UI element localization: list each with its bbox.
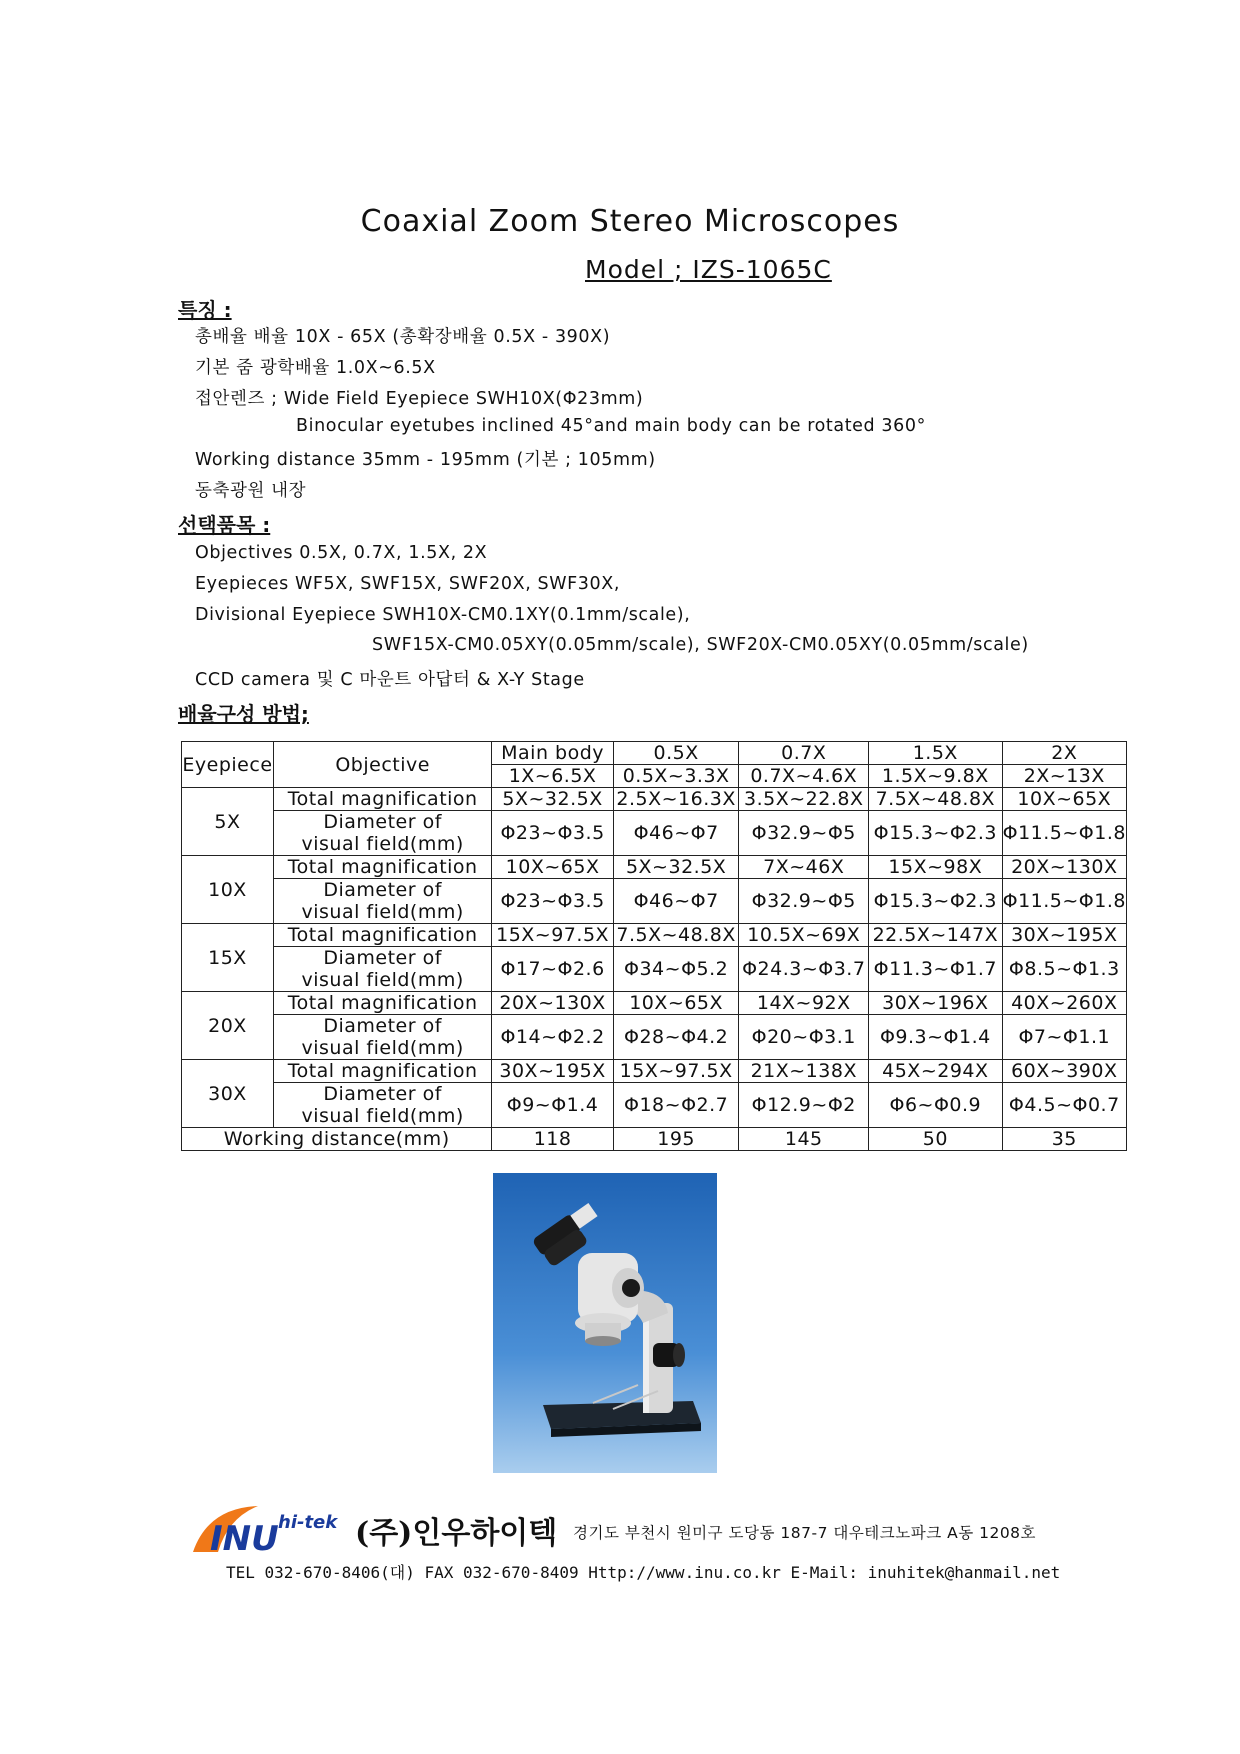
diameter-value: Φ9.3~Φ1.4 <box>869 1015 1003 1060</box>
diameter-label: Diameter of visual field(mm) <box>273 947 491 992</box>
total-magnification-label: Total magnification <box>273 992 491 1015</box>
option-item: Objectives 0.5X, 0.7X, 1.5X, 2X <box>195 543 488 563</box>
total-magnification-value: 15X~97.5X <box>492 924 613 947</box>
page-title: Coaxial Zoom Stereo Microscopes <box>360 204 900 239</box>
total-magnification-value: 5X~32.5X <box>492 788 613 811</box>
diameter-value: Φ24.3~Φ3.7 <box>739 947 869 992</box>
features-heading: 특징 : <box>178 298 232 322</box>
total-magnification-value: 20X~130X <box>1002 856 1126 879</box>
model-number: Model ; IZS-1065C <box>585 255 832 284</box>
diameter-value: Φ12.9~Φ2 <box>739 1083 869 1128</box>
table-row <box>182 879 1127 924</box>
working-distance-value: 145 <box>739 1128 869 1151</box>
option-item: Divisional Eyepiece SWH10X-CM0.1XY(0.1mm/scale), <box>195 605 691 625</box>
feature-item: 동축광원 내장 <box>195 481 307 501</box>
option-item: Eyepieces WF5X, SWF15X, SWF20X, SWF30X, <box>195 574 621 594</box>
total-magnification-value: 2.5X~16.3X <box>613 788 739 811</box>
diameter-value: Φ28~Φ4.2 <box>613 1015 739 1060</box>
diameter-value: Φ15.3~Φ2.3 <box>869 879 1003 924</box>
total-magnification-value: 40X~260X <box>1002 992 1126 1015</box>
total-magnification-label: Total magnification <box>273 924 491 947</box>
diameter-value: Φ9~Φ1.4 <box>492 1083 613 1128</box>
diameter-value: Φ32.9~Φ5 <box>739 879 869 924</box>
header-objective-value: 0.7X <box>739 742 869 765</box>
eyepiece-cell: 10X <box>182 856 274 924</box>
feature-item: 총배율 배율 10X - 65X (총확장배율 0.5X - 390X) <box>195 327 611 347</box>
working-distance-value: 50 <box>869 1128 1003 1151</box>
company-address: 경기도 부천시 원미구 도당동 187-7 대우테크노파크 A동 1208호 <box>573 1524 1037 1542</box>
total-magnification-value: 7.5X~48.8X <box>869 788 1003 811</box>
company-name: (주)인우하이텍 <box>355 1516 558 1551</box>
total-magnification-value: 7.5X~48.8X <box>613 924 739 947</box>
diameter-value: Φ23~Φ3.5 <box>492 811 613 856</box>
diameter-value: Φ46~Φ7 <box>613 879 739 924</box>
diameter-value: Φ7~Φ1.1 <box>1002 1015 1126 1060</box>
diameter-value: Φ23~Φ3.5 <box>492 879 613 924</box>
config-heading: 배율구성 방법; <box>178 702 309 726</box>
feature-item: 접안렌즈 ; Wide Field Eyepiece SWH10X(Φ23mm) <box>195 389 644 409</box>
table-row <box>182 947 1127 992</box>
diameter-value: Φ46~Φ7 <box>613 811 739 856</box>
eyepiece-cell: 20X <box>182 992 274 1060</box>
total-magnification-value: 5X~32.5X <box>613 856 739 879</box>
feature-item: 기본 줌 광학배율 1.0X~6.5X <box>195 358 436 378</box>
table-row <box>182 1060 1127 1083</box>
eyepiece-cell: 5X <box>182 788 274 856</box>
diameter-value: Φ8.5~Φ1.3 <box>1002 947 1126 992</box>
total-magnification-value: 10X~65X <box>613 992 739 1015</box>
table-row <box>182 924 1127 947</box>
header-range: 0.5X~3.3X <box>613 765 739 788</box>
table-row <box>182 1083 1127 1128</box>
diameter-label: Diameter of visual field(mm) <box>273 1015 491 1060</box>
diameter-value: Φ18~Φ2.7 <box>613 1083 739 1128</box>
table-row <box>182 1015 1127 1060</box>
total-magnification-value: 60X~390X <box>1002 1060 1126 1083</box>
header-objective-value: 0.5X <box>613 742 739 765</box>
header-main-body: Main body <box>492 742 613 765</box>
magnification-table <box>181 741 1127 1151</box>
company-contact: TEL 032-670-8406(대) FAX 032-670-8409 Http://www.inu.co.kr E-Mail: inuhitek@hanmail.net <box>226 1563 1061 1582</box>
diameter-value: Φ34~Φ5.2 <box>613 947 739 992</box>
logo-hitek-text: hi-tek <box>278 1512 338 1533</box>
header-objective: Objective <box>273 742 491 788</box>
working-distance-value: 195 <box>613 1128 739 1151</box>
diameter-value: Φ11.3~Φ1.7 <box>869 947 1003 992</box>
table-header-row <box>182 742 1127 765</box>
total-magnification-value: 15X~97.5X <box>613 1060 739 1083</box>
total-magnification-value: 10X~65X <box>492 856 613 879</box>
table-row <box>182 856 1127 879</box>
diameter-value: Φ14~Φ2.2 <box>492 1015 613 1060</box>
diameter-value: Φ17~Φ2.6 <box>492 947 613 992</box>
header-objective-value: 2X <box>1002 742 1126 765</box>
working-distance-value: 35 <box>1002 1128 1126 1151</box>
working-distance-row <box>182 1128 1127 1151</box>
total-magnification-label: Total magnification <box>273 856 491 879</box>
option-item: SWF15X-CM0.05XY(0.05mm/scale), SWF20X-CM0.05XY(0.05mm/scale) <box>372 635 1029 655</box>
total-magnification-value: 15X~98X <box>869 856 1003 879</box>
header-range: 1.5X~9.8X <box>869 765 1003 788</box>
header-objective-value: 1.5X <box>869 742 1003 765</box>
eyepiece-cell: 15X <box>182 924 274 992</box>
header-eyepiece: Eyepiece <box>182 742 274 788</box>
options-heading: 선택품목 : <box>178 513 271 537</box>
diameter-value: Φ11.5~Φ1.8 <box>1002 811 1126 856</box>
total-magnification-value: 30X~196X <box>869 992 1003 1015</box>
table-row <box>182 992 1127 1015</box>
total-magnification-value: 3.5X~22.8X <box>739 788 869 811</box>
total-magnification-value: 10.5X~69X <box>739 924 869 947</box>
logo-inu-text: INU <box>210 1519 279 1559</box>
total-magnification-value: 20X~130X <box>492 992 613 1015</box>
option-item: CCD camera 및 C 마운트 아답터 & X-Y Stage <box>195 670 585 690</box>
diameter-value: Φ6~Φ0.9 <box>869 1083 1003 1128</box>
feature-item: Binocular eyetubes inclined 45°and main body can be rotated 360° <box>296 416 926 436</box>
table-row <box>182 788 1127 811</box>
total-magnification-value: 21X~138X <box>739 1060 869 1083</box>
header-range: 0.7X~4.6X <box>739 765 869 788</box>
feature-item: Working distance 35mm - 195mm (기본 ; 105mm) <box>195 450 656 470</box>
header-range: 1X~6.5X <box>492 765 613 788</box>
table-body <box>182 788 1127 1128</box>
total-magnification-value: 7X~46X <box>739 856 869 879</box>
header-range: 2X~13X <box>1002 765 1126 788</box>
microscope-photo <box>493 1173 717 1473</box>
table-row <box>182 811 1127 856</box>
total-magnification-label: Total magnification <box>273 1060 491 1083</box>
diameter-value: Φ11.5~Φ1.8 <box>1002 879 1126 924</box>
diameter-value: Φ4.5~Φ0.7 <box>1002 1083 1126 1128</box>
diameter-value: Φ32.9~Φ5 <box>739 811 869 856</box>
diameter-value: Φ15.3~Φ2.3 <box>869 811 1003 856</box>
diameter-label: Diameter of visual field(mm) <box>273 811 491 856</box>
total-magnification-value: 45X~294X <box>869 1060 1003 1083</box>
total-magnification-value: 30X~195X <box>492 1060 613 1083</box>
working-distance-label: Working distance(mm) <box>182 1128 492 1151</box>
diameter-label: Diameter of visual field(mm) <box>273 879 491 924</box>
diameter-label: Diameter of visual field(mm) <box>273 1083 491 1128</box>
total-magnification-value: 30X~195X <box>1002 924 1126 947</box>
working-distance-value: 118 <box>492 1128 613 1151</box>
total-magnification-value: 22.5X~147X <box>869 924 1003 947</box>
eyepiece-cell: 30X <box>182 1060 274 1128</box>
company-logo <box>188 1500 358 1560</box>
total-magnification-value: 14X~92X <box>739 992 869 1015</box>
total-magnification-value: 10X~65X <box>1002 788 1126 811</box>
total-magnification-label: Total magnification <box>273 788 491 811</box>
diameter-value: Φ20~Φ3.1 <box>739 1015 869 1060</box>
